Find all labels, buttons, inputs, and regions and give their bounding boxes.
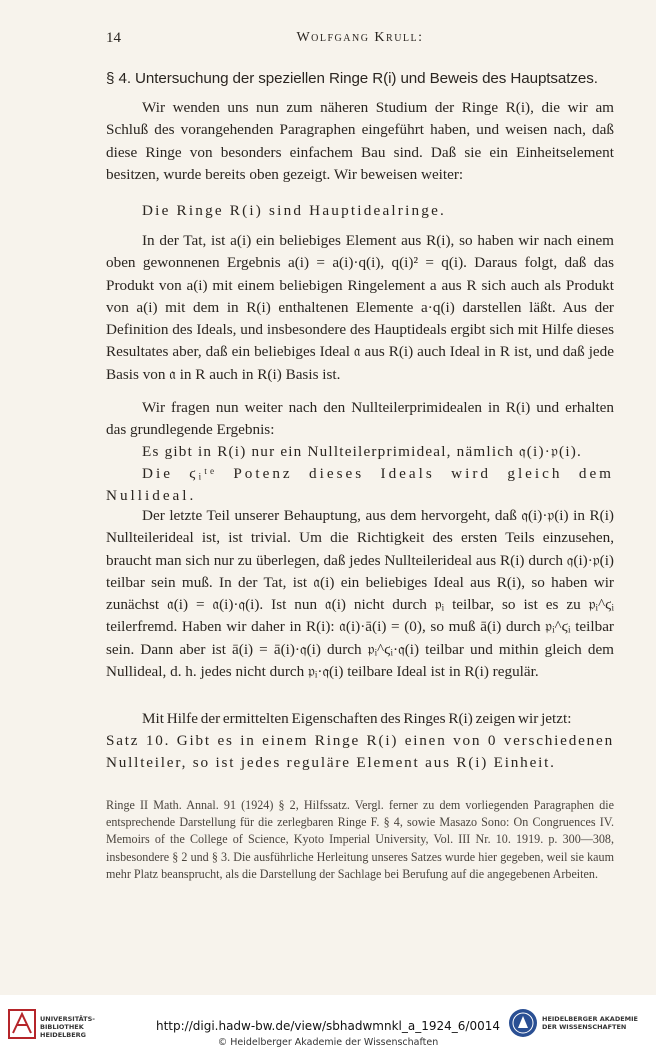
copyright-notice: © Heidelberger Akademie der Wissenschaften bbox=[217, 1037, 439, 1048]
academy-seal-icon bbox=[508, 1008, 538, 1038]
paragraph-5: Mit Hilfe der ermittelten Eigenschaften des Ringes R(i) zeigen wir jetzt: bbox=[142, 710, 572, 727]
running-head bbox=[106, 30, 614, 52]
satz-10: Satz 10. Gibt es in einem Ringe R(i) einen von 0 verschiedenen Nullteiler, so ist jedes reguläre Element aus R(i) Einheit. bbox=[106, 732, 614, 772]
university-library-line-3: HEIDELBERG bbox=[40, 1031, 87, 1039]
source-url-link[interactable]: http://digi.hadw-bw.de/view/sbhadwmnkl_a_1924_6/0014 bbox=[155, 1019, 500, 1033]
academy-name-line-1: HEIDELBERGER AKADEMIE bbox=[542, 1015, 638, 1023]
paragraph-2: In der Tat, ist a(i) ein beliebiges Element aus R(i), so haben wir nach einem oben gewonnenen Ergebnis a(i) = a(i)·q(i), q(i)² = q(i). Daraus folgt, daß das Produkt von a(i) mit einem beliebigen Ringelement a aus R sich auch als Produkt von a(i) mit dem in R(i) enthaltenen Elemente a·q(i) darstellen läßt. Aus der Definition des Ideals, und insbesondere des Hauptideals ergibt sich mit Hilfe dieses Resultates aber, daß ein beliebiges Ideal 𝔞 aus R(i) auch Ideal in R ist, und daß jede Basis von 𝔞 in R auch in R(i) Basis ist. bbox=[106, 232, 614, 383]
footnote: Ringe II Math. Annal. 91 (1924) § 2, Hilfssatz. Vergl. ferner zu dem vorliegenden Paragraphen die entsprechende Darstellung für die zerlegbaren Ringe F. § 4, sowie Masazo Sono: On Congruences IV. Memoirs of the College of Science, Kyoto Imperial University, Vol. III Nr. 10. 1919. p. 300—308, insbesondere § 2 und § 3. Die ausführliche Herleitung unseres Satzes wurde hier gegeben, weil sie kaum mehr Platz beansprucht, als die Darstellung der Sachlage bei Berufung auf die angegebenen Arbeiten. bbox=[106, 798, 614, 881]
university-library-line-2: BIBLIOTHEK bbox=[40, 1023, 84, 1031]
section-heading: § 4. Untersuchung der speziellen Ringe R(i) und Beweis des Hauptsatzes. bbox=[106, 70, 598, 87]
academy-name-line-2: DER WISSENSCHAFTEN bbox=[542, 1023, 627, 1031]
theorem-hauptidealringe: Die Ringe R(i) sind Hauptidealringe. bbox=[142, 202, 447, 219]
paragraph-3: Wir fragen nun weiter nach den Nullteilerprimidealen in R(i) und erhalten das grundlegende Ergebnis: bbox=[106, 399, 614, 439]
paragraph-1: Wir wenden uns nun zum näheren Studium der Ringe R(i), die wir am Schluß des vorangehenden Paragraphen eingeführt haben, und weisen nach, daß diese Ringe von besonders einfachem Bau sind. Daß sie ein Einheitselement besitzen, wurde bereits oben gezeigt. Wir beweisen weiter: bbox=[106, 99, 614, 183]
theorem-nullteilerprimideal: Es gibt in R(i) nur ein Nullteilerprimideal, nämlich 𝔮(i)·𝔭(i). bbox=[142, 443, 582, 460]
theorem-potenz: Die ϛᵢᵗᵉ Potenz dieses Ideals wird gleich dem Nullideal. bbox=[106, 465, 614, 505]
author-name: Wolfgang Krull: bbox=[296, 30, 424, 45]
university-library-line-1: UNIVERSITÄTS- bbox=[40, 1015, 95, 1023]
academy-name bbox=[542, 1015, 638, 1031]
digitization-footer bbox=[0, 995, 656, 1053]
page-number: 14 bbox=[106, 30, 121, 46]
paragraph-4: Der letzte Teil unserer Behauptung, aus dem hervorgeht, daß 𝔮(i)·𝔭(i) in R(i) Nullteilerideal ist, ist trivial. Um die Richtigkeit des ersten Teils einzusehen, braucht man sich nur zu überlegen, daß jedes Nullteilerideal aus R(i) durch 𝔮(i)·𝔭(i) teilbar sein muß. In der Tat, ist 𝔞(i) ein beliebiges Ideal aus R(i), so haben wir zunächst 𝔞(i) = 𝔞(i)·𝔮(i). Ist nun 𝔞(i) nicht durch 𝔭ᵢ teilbar, so ist es zu 𝔭ᵢ^ϛᵢ teilerfremd. Haben wir daher in R(i): 𝔞(i)·ā(i) = (0), so muß ā(i) durch 𝔭ᵢ^ϛᵢ teilbar sein. Dann aber ist ā(i) = ā(i)·𝔮(i) durch 𝔭ᵢ^ϛᵢ·𝔮(i) teilbar und mithin gleich dem Nullideal, d. h. jedes nicht durch 𝔭ᵢ·𝔮(i) teilbare Ideal ist in R(i) regulär. bbox=[106, 507, 614, 681]
